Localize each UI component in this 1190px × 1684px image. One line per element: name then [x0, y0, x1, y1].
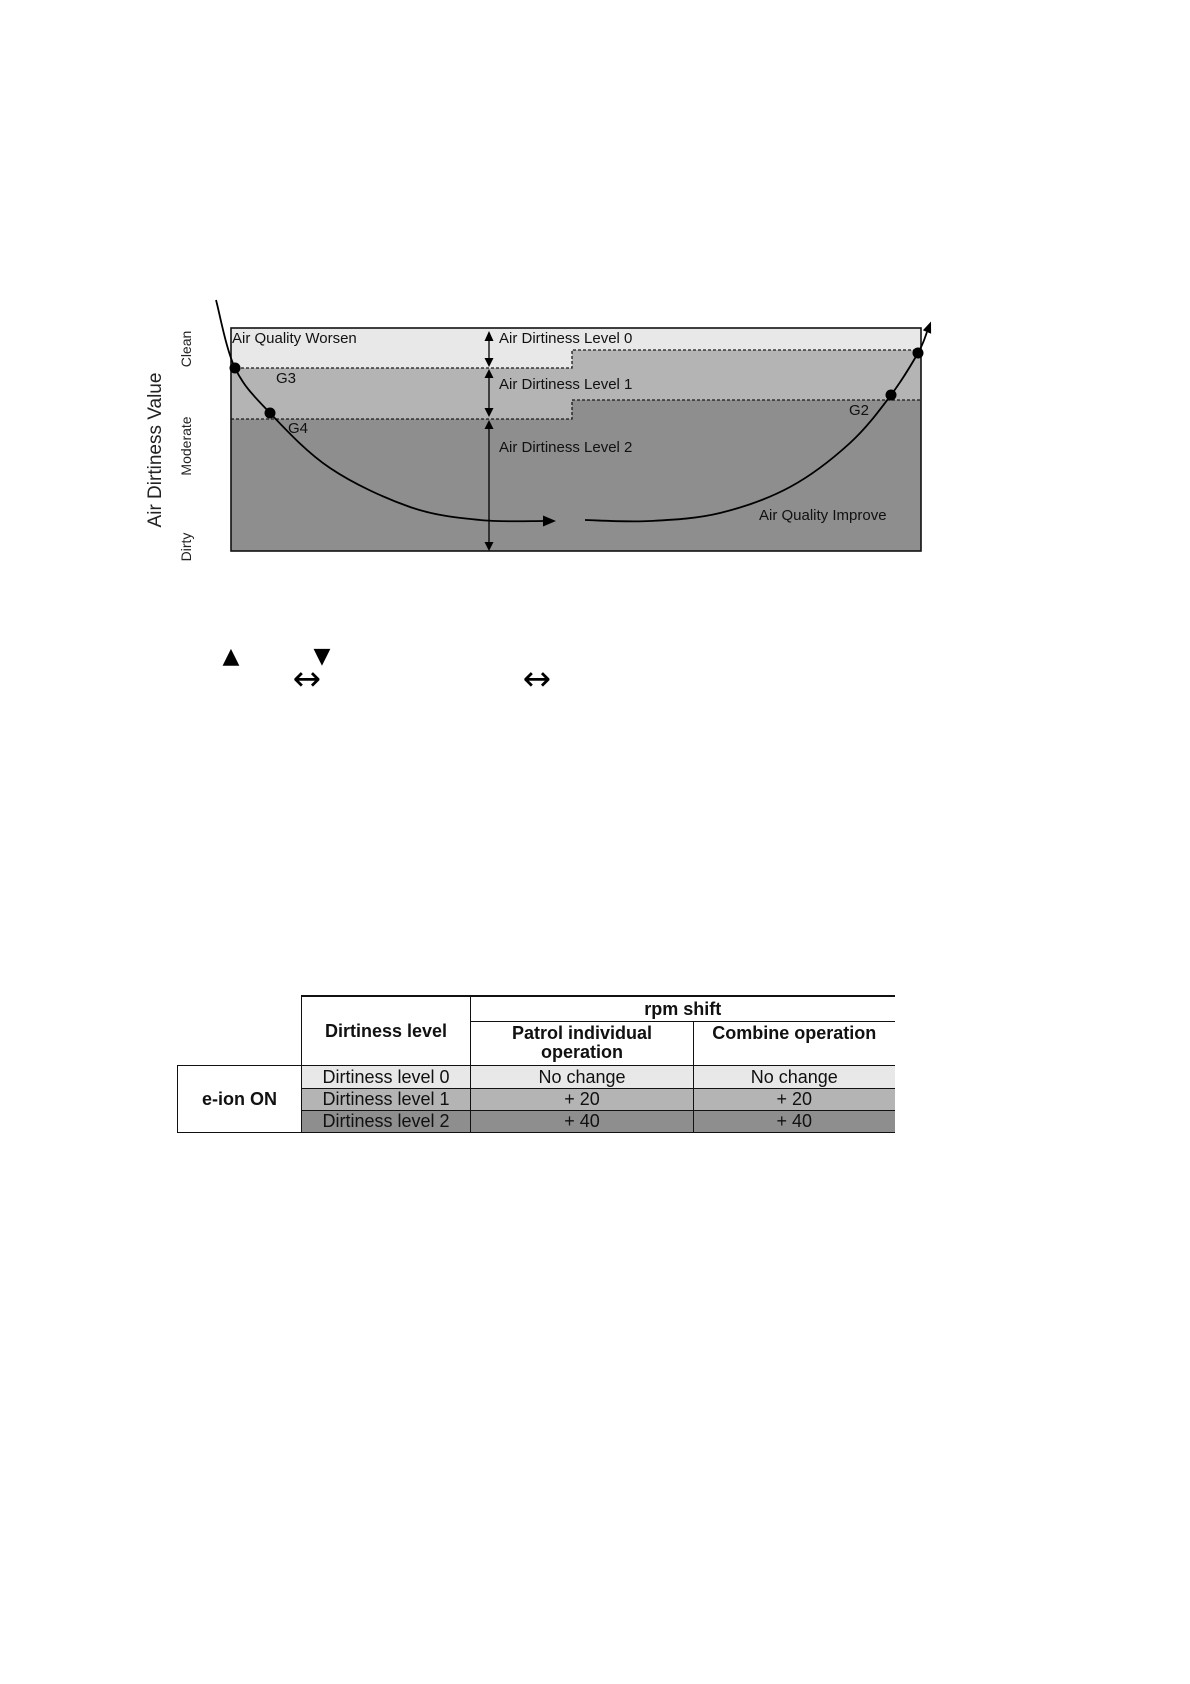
dirtiness-level-header: Dirtiness level: [302, 996, 471, 1065]
level-0-label: Air Dirtiness Level 0: [499, 330, 633, 347]
patrol-shift-cell: + 40: [471, 1110, 694, 1132]
g4-label: G4: [288, 420, 309, 437]
patrol-shift-cell: + 20: [471, 1088, 694, 1110]
blank-corner-cell: [178, 996, 302, 1065]
double-arrow-symbol-2: ↔: [522, 659, 552, 699]
double-arrow-symbol-1: ↔: [292, 659, 322, 699]
dirtiness-level-cell: Dirtiness level 2: [302, 1110, 471, 1132]
air-dirtiness-diagram: [0, 0, 1190, 720]
dirtiness-level-cell: Dirtiness level 0: [302, 1065, 471, 1088]
level-2-band: [231, 400, 921, 551]
patrol-shift-cell: No change: [471, 1065, 694, 1088]
air-quality-improve-label: Air Quality Improve: [759, 507, 887, 524]
rpm-shift-header: rpm shift: [471, 996, 895, 1021]
triangle-down-symbol: ▼: [313, 644, 331, 669]
combine-operation-header: Combine operation: [694, 1021, 895, 1065]
y-scale-clean: Clean: [178, 330, 194, 368]
e-ion-on-cell: e-ion ON: [178, 1065, 302, 1132]
y-scale-dirty: Dirty: [178, 532, 194, 562]
upper-right-threshold-point: [913, 348, 924, 359]
g2-threshold-point: [886, 390, 897, 401]
rpm-shift-table: [177, 995, 895, 1133]
triangle-up-symbol: ▲: [222, 644, 240, 669]
combine-shift-cell: + 40: [694, 1110, 895, 1132]
g3-label: G3: [276, 370, 297, 387]
g3-threshold-point: [230, 363, 241, 374]
table-row: [178, 1065, 895, 1088]
y-axis-title: Air Dirtiness Value: [145, 372, 166, 528]
air-quality-worsen-label: Air Quality Worsen: [232, 330, 357, 347]
dirtiness-level-cell: Dirtiness level 1: [302, 1088, 471, 1110]
level-2-label: Air Dirtiness Level 2: [499, 439, 633, 456]
patrol-individual-operation-header: Patrol individual operation: [471, 1021, 694, 1065]
improve-curve-arrowhead: [923, 322, 931, 334]
y-scale-moderate: Moderate: [178, 416, 194, 476]
level-1-label: Air Dirtiness Level 1: [499, 376, 633, 393]
g4-threshold-point: [265, 408, 276, 419]
combine-shift-cell: + 20: [694, 1088, 895, 1110]
combine-shift-cell: No change: [694, 1065, 895, 1088]
g2-label: G2: [849, 402, 870, 419]
table-header-row: [178, 996, 895, 1021]
